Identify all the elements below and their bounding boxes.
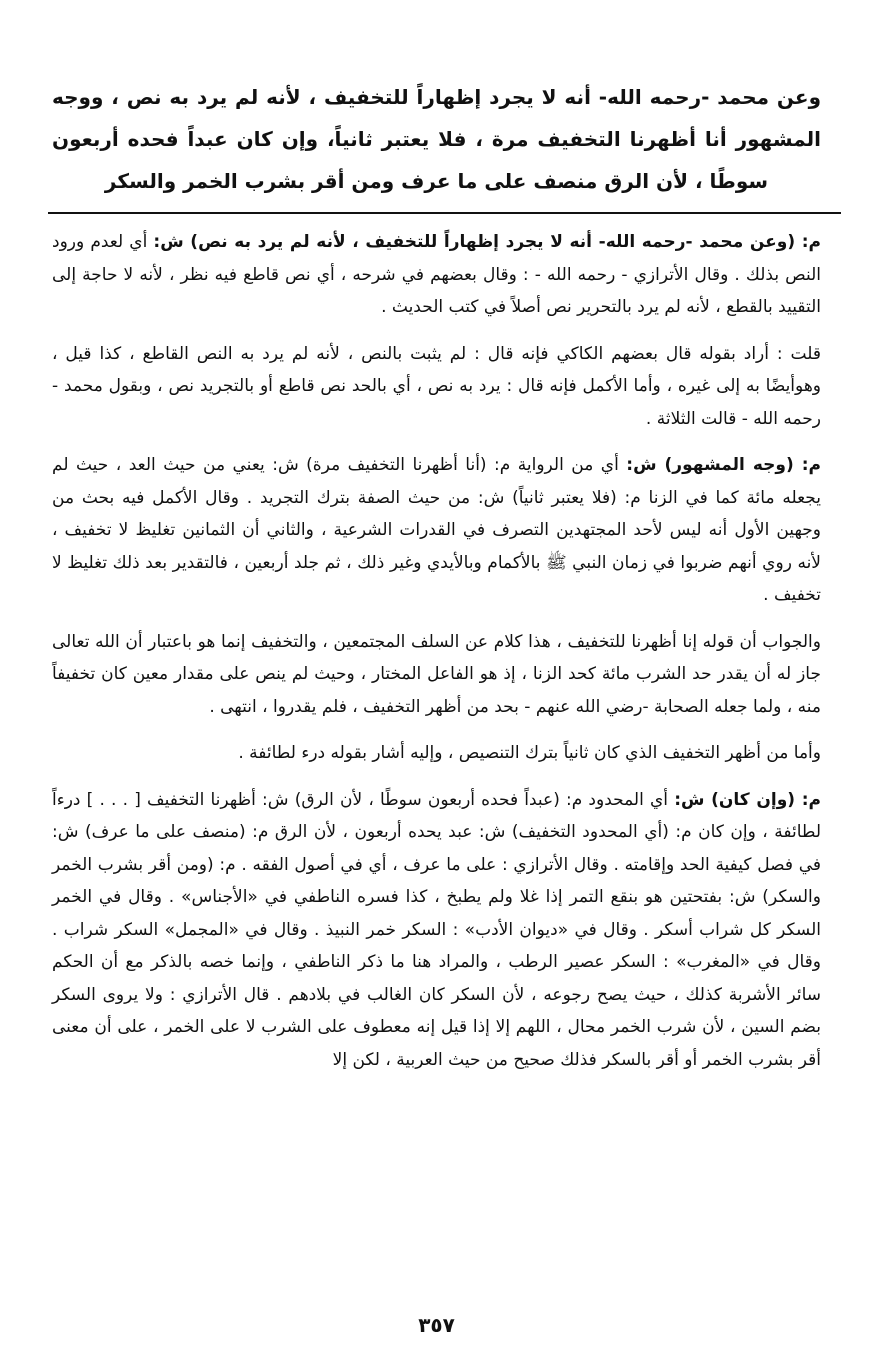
- commentary-paragraph: [52, 626, 821, 724]
- commentary-paragraph: [52, 226, 821, 324]
- paragraph-text: وأما من أظهر التخفيف الذي كان ثانياً بترك التنصيص ، وإليه أشار بقوله درء لطائفة .: [238, 743, 821, 763]
- quoted-lemma: م: (وإن كان) ش:: [674, 789, 821, 810]
- paragraph-text: أي المحدود م: (عبداً فحده أربعون سوطًا ، لأن الرق) ش: أظهرنا التخفيف [ . . . ] درءاً لطائفة ، وإن كان م: (أي المحدود التخفيف) ش: عبد يحده أربعون ، لأن الرق م: (منصف على ما عرف) ش: في فصل كيفية الحد وإقامته . وقال الأترازي : على ما عرف ، أي في أصول الفقه . م: (ومن أقر بشرب الخمر والسكر) ش: بفتحتين هو بنقع التمر إذا غلا ولم يطبخ ، كذا فسره الناطفي في «الأجناس» . وقال في الخمر السكر كل شراب أسكر . وقال في «ديوان الأدب» : السكر خمر النبيذ . وقال في «المجمل» السكر شراب . وقال في «المغرب» : السكر عصير الرطب ، والمراد هنا ما ذكر الناطفي ، وإنما خصه بالذكر مع أن الحكم سائر الأشربة كذلك ، حيث يصح رجوعه ، لأن السكر كان الغالب في بلادهم . قال الأترازي : ولا يروى السكر بضم السين ، لأن شرب الخمر محال ، اللهم إلا إذا قيل إنه معطوف على الشرب لا على الخمر ، على أن معنى أقر بشرب الخمر أو أقر بالسكر فذلك صحيح من حيث العربية ، لكن إلا: [52, 789, 821, 1070]
- commentary-paragraph: [52, 784, 821, 1077]
- paragraph-text: قلت : أراد بقوله قال بعضهم الكاكي فإنه قال : لم يثبت بالنص ، لأنه لم يرد به النص القاطع ، كذا قيل ، وهوأيضًا به إلى غيره ، وأما الأكمل فإنه قال : يرد به نص ، أي بالحد نص قاطع أو بالتجريد نص ، وبقول محمد - رحمه الله - قالت الثلاثة .: [52, 343, 821, 429]
- matn-text: وعن محمد -رحمه الله- أنه لا يجرد إظهاراً للتخفيف ، لأنه لم يرد به نص ، ووجه المشهور أنا أظهرنا التخفيف مرة ، فلا يعتبر ثانياً، وإن كان عبداً فحده أربعون سوطًا ، لأن الرق منصف على ما عرف ومن أقر بشرب الخمر والسكر: [52, 85, 821, 193]
- divider-line: [48, 212, 841, 214]
- paragraph-text: أي لعدم ورود النص بذلك . وقال الأترازي - رحمه الله - : وقال بعضهم في شرحه ، أي نص قاطع فيه نظر ، لأنه لا حاجة إلى التقييد بالقطع ، لأنه لم يرد بالتحرير نص أصلاً في كتب الحديث .: [52, 232, 821, 317]
- paragraph-text: والجواب أن قوله إنا أظهرنا للتخفيف ، هذا كلام عن السلف المجتمعين ، والتخفيف إنما هو باعتبار أن الله تعالى جاز له أن يقدر حد الشرب مائة كحد الزنا ، إذ هو الفاعل المختار ، وحيث لم ينص على مقدار معين كان تخفيفاً منه ، ولما جعله الصحابة -رضي الله عنهم - بحد من أظهر التخفيف ، فلم يقدروا ، انتهى .: [52, 631, 821, 717]
- book-page: [52, 0, 821, 1371]
- commentary-paragraph: [52, 338, 821, 436]
- paragraph-text: أي من الرواية م: (أنا أظهرنا التخفيف مرة) ش: يعني من حيث العد ، حيث لم يجعله مائة كما في الزنا م: (فلا يعتبر ثانياً) ش: من حيث الصفة بترك التجريد . وقال الأكمل فيه بحث من وجهين الأول أنه ليس لأحد المجتهدين التصرف في القدرات الشرعية ، والثاني أن الثمانين تغليظ لا تخفيف ، لأنه روي أنهم ضربوا في زمان النبي ﷺ بالأكمام وبالأيدي وغير ذلك ، ثم جلد أربعين ، فالتقدير بعد ذلك تغليظ لا تخفيف .: [52, 455, 821, 605]
- commentary-paragraph: [52, 449, 821, 612]
- commentary: [52, 226, 821, 1090]
- page-number: ٣٥٧: [418, 1313, 455, 1337]
- quoted-lemma: م: (وعن محمد -رحمه الله- أنه لا يجرد إظهاراً للتخفيف ، لأنه لم يرد به نص) ش:: [153, 232, 821, 252]
- quoted-lemma: م: (وجه المشهور) ش:: [626, 455, 821, 475]
- commentary-paragraph: [52, 737, 821, 770]
